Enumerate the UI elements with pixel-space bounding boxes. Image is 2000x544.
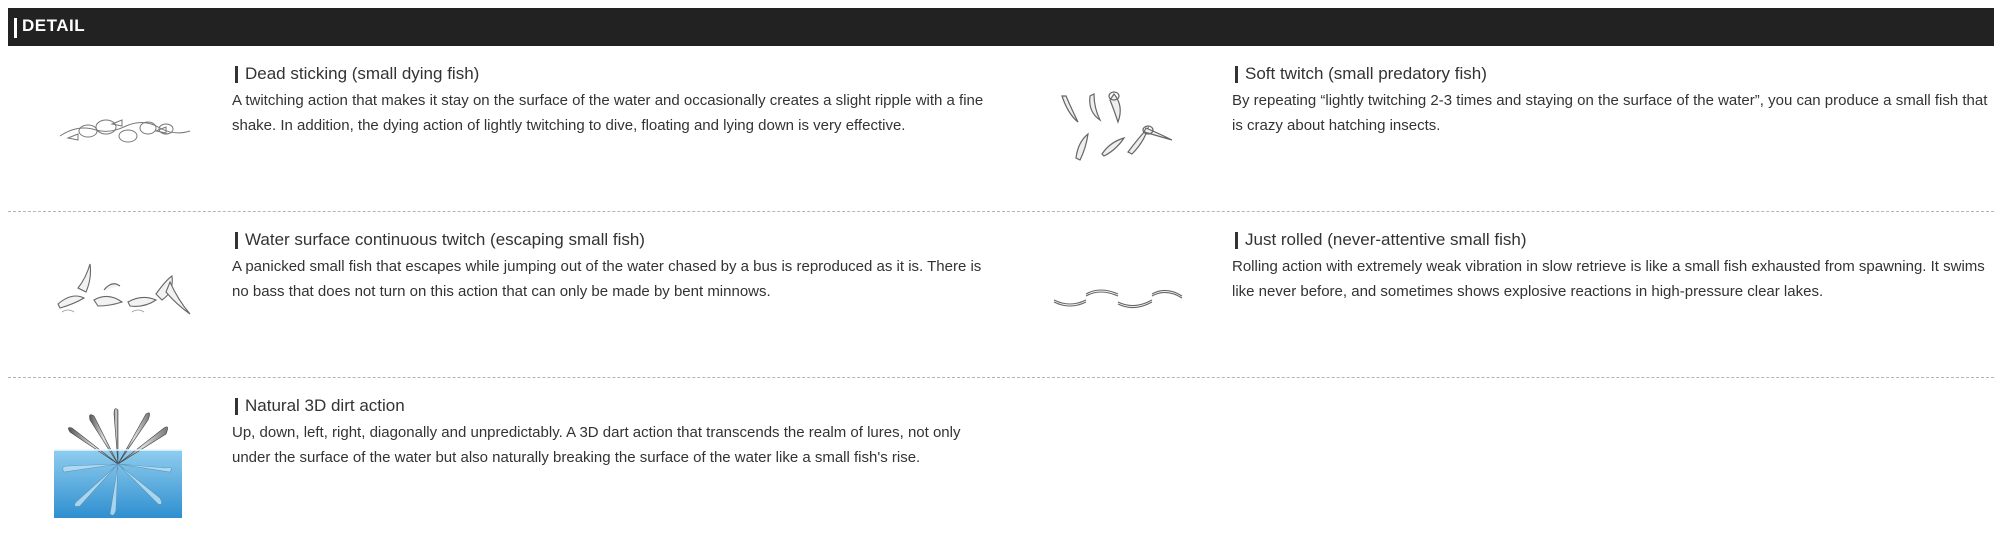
detail-item-soft-twitch	[1008, 46, 1994, 212]
detail-row-2	[8, 212, 1994, 378]
item-title-text: Natural 3D dirt action	[245, 396, 405, 415]
item-title	[1232, 228, 1992, 252]
detail-item-continuous-twitch	[8, 212, 1008, 378]
item-title-text: Soft twitch (small predatory fish)	[1245, 64, 1487, 83]
continuous-twitch-illustration	[48, 242, 198, 342]
detail-row-1	[8, 46, 1994, 212]
item-description: A twitching action that makes it stay on the surface of the water and occasionally creates a slight ripple with a fine shake. In addition, the dying action of lightly twitching to dive, floating and lying down is very effective.	[232, 92, 984, 134]
item-title	[232, 228, 1002, 252]
just-rolled-illustration	[1048, 242, 1198, 342]
3d-dart-photo	[54, 406, 182, 518]
item-description: Rolling action with extremely weak vibration in slow retrieve is like a small fish exhausted from spawning. It swims like never before, and sometimes shows explosive reactions in high-pressure clear lakes.	[1232, 258, 1985, 300]
item-title	[232, 394, 1002, 418]
item-description: Up, down, left, right, diagonally and unpredictably. A 3D dart action that transcends the realm of lures, not only under the surface of the water but also naturally breaking the surface of the water like a small fish's rise.	[232, 424, 961, 466]
title-bar	[1235, 232, 1238, 249]
item-title-text: Water surface continuous twitch (escaping small fish)	[245, 230, 645, 249]
detail-header	[8, 8, 1994, 46]
title-bar	[235, 66, 238, 83]
item-title	[232, 62, 1002, 86]
detail-row-3	[8, 378, 1994, 544]
detail-item-just-rolled	[1008, 212, 1994, 378]
header-title: DETAIL	[22, 16, 86, 35]
title-bar	[235, 232, 238, 249]
item-description: By repeating “lightly twitching 2-3 times and staying on the surface of the water”, you can produce a small fish that is crazy about hatching insects.	[1232, 92, 1988, 134]
detail-item-dead-sticking	[8, 46, 1008, 212]
title-bar	[235, 398, 238, 415]
item-title-text: Just rolled (never-attentive small fish)	[1245, 230, 1527, 249]
soft-twitch-illustration	[1048, 76, 1198, 176]
item-title	[1232, 62, 1992, 86]
item-title-text: Dead sticking (small dying fish)	[245, 64, 480, 83]
detail-item-3d-dart	[8, 378, 1008, 544]
header-accent-bar	[14, 18, 17, 38]
title-bar	[1235, 66, 1238, 83]
item-description: A panicked small fish that escapes while jumping out of the water chased by a bus is reproduced as it is. There is no bass that does not turn on this action that can only be made by bent minnows.	[232, 258, 982, 300]
dead-sticking-illustration	[48, 76, 198, 176]
